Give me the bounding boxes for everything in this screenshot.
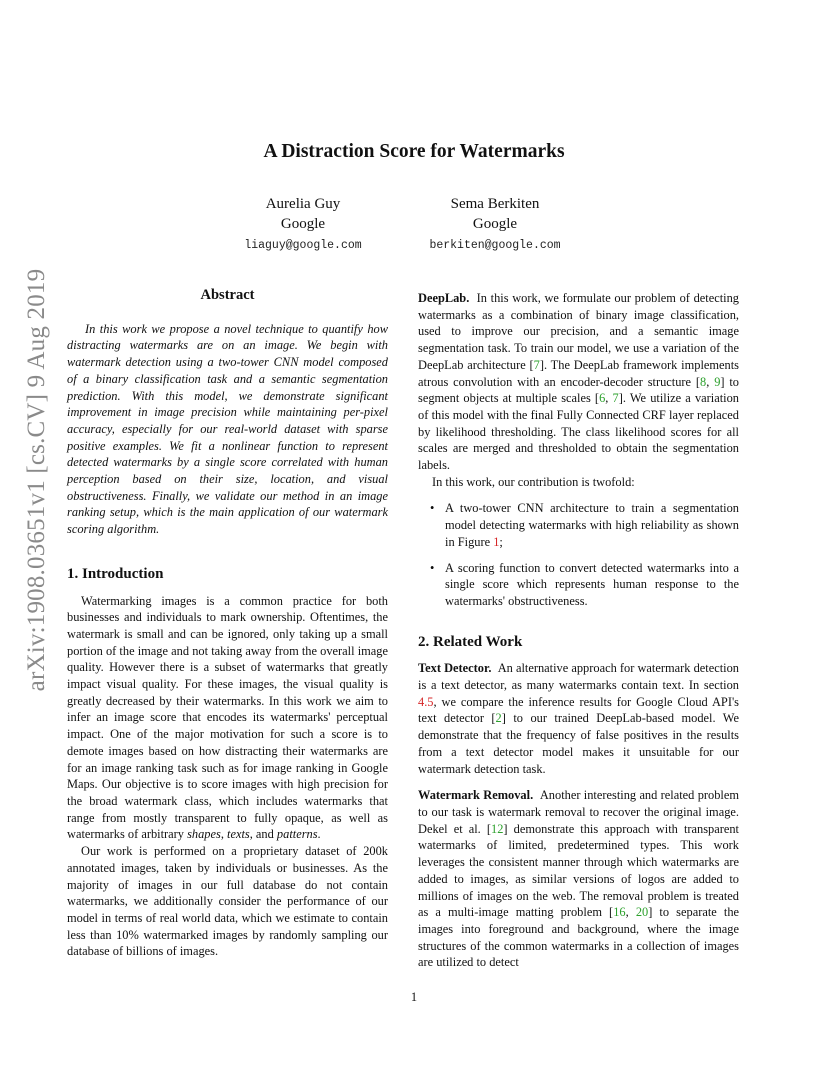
paper-title: A Distraction Score for Watermarks [263, 141, 565, 162]
section-link[interactable]: 4.5 [418, 694, 434, 709]
author-affiliation: Google [472, 215, 518, 232]
citation-link[interactable]: 7 [612, 391, 619, 406]
abstract-heading: Abstract [200, 287, 255, 303]
text-detector-paragraph: Text Detector. An alternative approach for watermark detection is a text detector, as many watermarks contain text. In section 4.5, we compare the inference results for Google Cloud API's text detector [2] to our trained DeepLab-based model. We demonstrate that the frequency of false positives in the results from a text detector model makes it unsuitable for our watermark detection task. [418, 661, 739, 776]
citation-link[interactable]: 8 [700, 374, 707, 389]
bullet-icon: • [430, 560, 435, 575]
author-name: Aurelia Guy [265, 196, 341, 212]
contribution-list [418, 500, 739, 609]
list-item: • A scoring function to convert detected watermarks into a single score which represents human response to the watermarks' obstructiveness. [430, 560, 739, 608]
page-number: 1 [410, 990, 418, 1004]
watermark-removal-paragraph: Watermark Removal. Another interesting and related problem to our task is watermark removal to recover the original image. Dekel et al. [12] demonstrate this approach with transparent watermarks of limited, predetermined types. This work leverages the consistent manner through which watermarks are added to images, as similar versions of logos are added to millions of images on the web. The removal problem is treated as a multi-image matting problem [16, 20] to separate the images into foreground and background, where the image structures of the common watermarks in a collection of images are utilized to detect [418, 788, 740, 970]
abstract-text: In this work we propose a novel technique to quantify how distracting watermarks are on an image. We begin with watermark detection using a two-tower CNN model composed of a binary classification task and a semantic segmentation prediction. With this model, we demonstrate significant improvement in image precision while maintaining per-pixel accuracy, especially for our real-world dataset with sparse positive examples. We fit a nonlinear function to represent detected watermarks by a single score correlated with human perception based on their size, location, and visual obstructiveness. Finally, we validate our method in an image ranking setup, which is the main application of our watermark scoring algorithm. [67, 321, 388, 537]
citation-link[interactable]: 16 [613, 905, 626, 920]
bullet-icon: • [430, 501, 435, 516]
author-block-2 [385, 195, 605, 253]
section-heading-related-work: 2. Related Work [418, 633, 523, 650]
figure-link[interactable]: 1 [493, 534, 500, 549]
author-name: Sema Berkiten [450, 196, 540, 212]
citation-link[interactable]: 20 [635, 905, 649, 920]
left-column [67, 287, 388, 960]
author-email: berkiten@google.com [429, 239, 561, 252]
section-heading-introduction: 1. Introduction [67, 565, 164, 582]
citation-link[interactable]: 7 [533, 357, 540, 372]
contribution-intro: In this work, our contribution is twofold: [432, 474, 635, 489]
deeplab-heading: DeepLab. [418, 291, 470, 305]
list-item: • A two-tower CNN architecture to train a segmentation model detecting watermarks with high reliability as shown in Figure 1; [430, 501, 739, 549]
citation-link[interactable]: 9 [714, 374, 721, 389]
citation-link[interactable]: 12 [491, 821, 504, 836]
arxiv-identifier: arXiv:1908.03651v1 [cs.CV] 9 Aug 2019 [23, 268, 50, 692]
intro-paragraph-1: Watermarking images is a common practice for both businesses and individuals to mark ownership. Oftentimes, the watermark is small and can be ignored, only taking up a small portion of the image and not taking away from the overall image quality. However there is a subset of watermarks that greatly impact visual quality. For these images, the visual quality is greatly decreased by their watermarks. In this work we aim to infer an image score that encodes its watermarks' perceptual impact. One of the major motivation for such a score is to demote images based on how distracting their watermarks are for an image ranking task such as for image ranking in Google Maps. Our objective is to score images with high precision for the broad watermark class, which includes watermarks that range from mostly transparent to fully opaque, as well as watermarks of arbitrary shapes, texts, and patterns. [67, 593, 388, 842]
author-block-1 [193, 195, 413, 253]
right-column [418, 290, 739, 971]
deeplab-paragraph: DeepLab. In this work, we formulate our problem of detecting watermarks as a combination of binary image classification, used to improve our precision, and a semantic image segmentation task. To train our model, we use a variation of the DeepLab architecture [7]. The DeepLab framework implements atrous convolution with an encoder-decoder structure [8, 9] to segment objects at multiple scales [6, 7]. We utilize a variation of this model with the final Fully Connected CRF layer replaced by likelihood thresholding. The class likelihood scores for all scales are merged and thresholded to obtain the segmentation labels. [418, 291, 739, 473]
watermark-removal-heading: Watermark Removal. [418, 788, 534, 803]
citation-link[interactable]: 2 [495, 711, 502, 726]
citation-link[interactable]: 6 [599, 391, 606, 406]
author-affiliation: Google [280, 215, 326, 232]
text-detector-heading: Text Detector. [418, 661, 492, 676]
intro-paragraph-2: Our work is performed on a proprietary dataset of 200k annotated images, taken by individuals or businesses. As the majority of images in our full database do not contain watermarks, we additionally consider the performance of our model in terms of real world data, which we estimate to contain less than 10% watermarked images by randomly sampling our database of billions of images. [67, 844, 388, 959]
author-email: liaguy@google.com [244, 239, 362, 252]
